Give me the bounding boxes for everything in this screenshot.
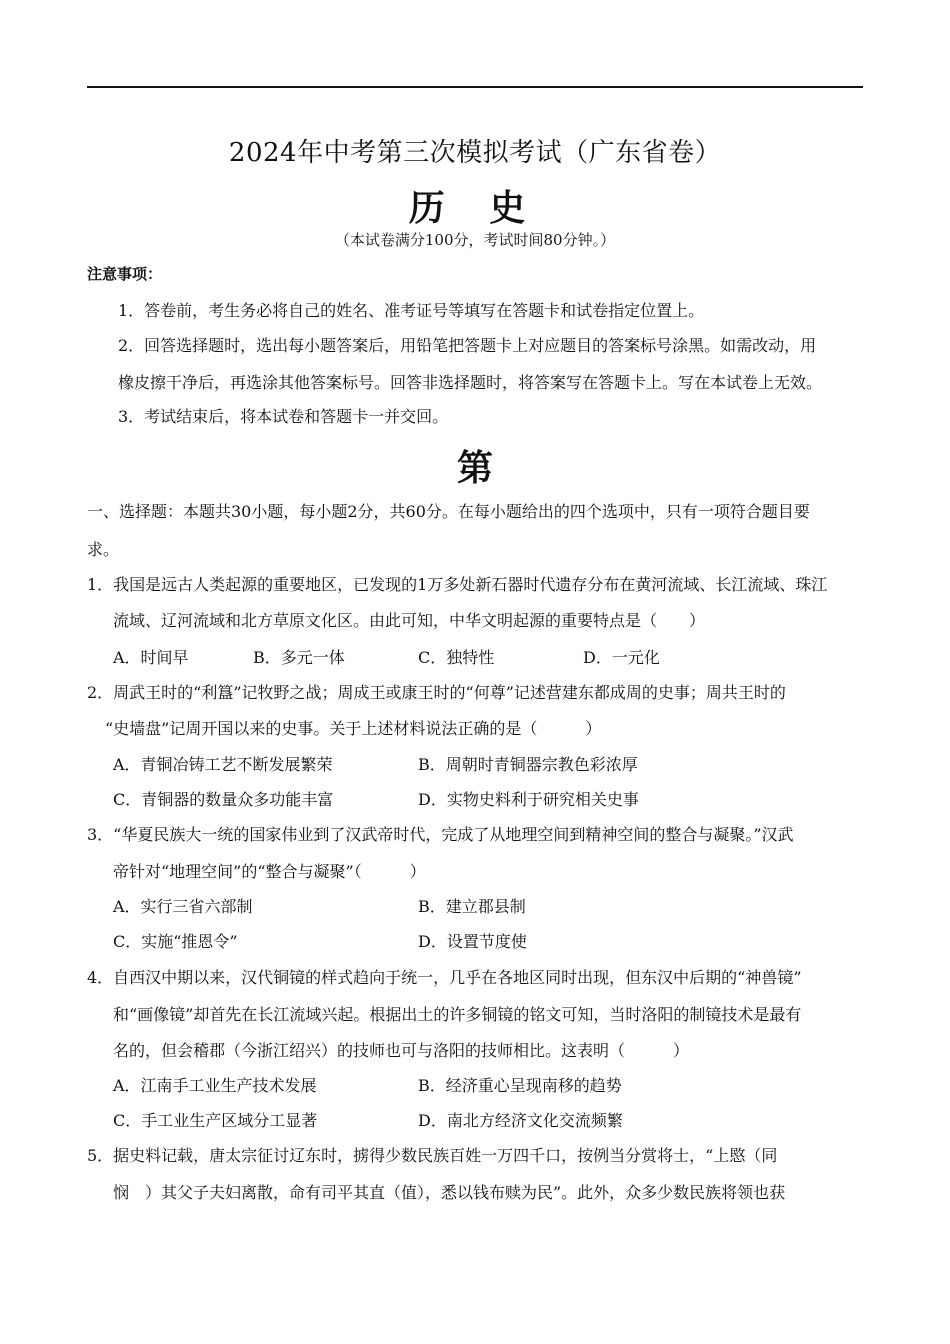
- question-4-option-d: D．南北方经济文化交流频繁: [418, 1111, 623, 1130]
- question-5-stem: 5．据史料记载，唐太宗征讨辽东时，掳得少数民族百姓一万四千口，按例当分赏将士，“上愍（同: [87, 1146, 778, 1165]
- question-1-stem-cont: 流域、辽河流域和北方草原文化区。由此可知，中华文明起源的重要特点是（ ）: [113, 611, 706, 630]
- exam-title: 2024年中考第三次模拟考试（广东省卷）: [228, 138, 722, 168]
- notice-heading: 注意事项：: [87, 265, 163, 283]
- question-1-option-b: B．多元一体: [253, 648, 345, 667]
- question-1-option-a: A．时间早: [113, 648, 189, 667]
- question-5-stem-cont: 悯 ）其父子夫妇离散，命有司平其直（值），悉以钱布赎为民”。此外，众多少数民族将领也获: [113, 1183, 786, 1202]
- question-3-option-d: D．设置节度使: [418, 932, 527, 951]
- question-3-stem: 3．“华夏民族大一统的国家伟业到了汉武帝时代，完成了从地理空间到精神空间的整合与凝聚。”汉武: [87, 825, 794, 844]
- question-2-option-d: D．实物史料利于研究相关史事: [418, 790, 639, 809]
- question-2-stem: 2．周武王时的“利簋”记牧野之战；周成王或康王时的“何尊”记述营建东都成周的史事；周共王时的: [87, 683, 786, 702]
- question-1-option-d: D．一元化: [583, 648, 660, 667]
- exam-meta: （本试卷满分100分，考试时间80分钟。）: [334, 231, 616, 249]
- notice-item-2: 2．回答选择题时，选出每小题答案后，用铅笔把答题卡上对应题目的答案标号涂黑。如需改动，用: [118, 336, 817, 355]
- subject-title: 历 史: [408, 187, 542, 229]
- question-3-option-a: A．实行三省六部制: [113, 897, 253, 916]
- question-1-stem: 1．我国是远古人类起源的重要地区，已发现的1万多处新石器时代遗存分布在黄河流域、长江流域、珠江: [87, 575, 828, 594]
- question-2-option-b: B．周朝时青铜器宗教色彩浓厚: [418, 755, 638, 774]
- notice-item-1: 1．答卷前，考生务必将自己的姓名、准考证号等填写在答题卡和试卷指定位置上。: [118, 301, 705, 320]
- volume-label: 第: [456, 447, 493, 489]
- section-instructions-cont: 求。: [87, 540, 120, 559]
- question-4-stem: 4．自西汉中期以来，汉代铜镜的样式趋向于统一，几乎在各地区同时出现，但东汉中后期的“神兽镜”: [87, 968, 802, 987]
- header-rule: [87, 86, 863, 88]
- question-4-stem-cont-1: 和“画像镜”却首先在长江流域兴起。根据出土的许多铜镜的铭文可知，当时洛阳的制镜技术是最有: [113, 1005, 802, 1024]
- question-3-stem-cont: 帝针对“地理空间”的“整合与凝聚”（ ）: [113, 862, 426, 881]
- question-2-option-c: C．青铜器的数量众多功能丰富: [113, 790, 334, 809]
- question-2-stem-cont: “史墙盘”记周开国以来的史事。关于上述材料说法正确的是（ ）: [105, 719, 602, 738]
- section-instructions: 一、选择题：本题共30小题，每小题2分，共60分。在每小题给出的四个选项中，只有一项符合题目要: [87, 502, 810, 521]
- question-3-option-b: B．建立郡县制: [418, 897, 526, 916]
- question-1-option-c: C．独特性: [418, 648, 495, 667]
- question-4-option-a: A．江南手工业生产技术发展: [113, 1076, 317, 1095]
- question-3-option-c: C．实施“推恩令”: [113, 932, 238, 951]
- notice-item-3: 3．考试结束后，将本试卷和答题卡一并交回。: [118, 407, 449, 426]
- question-4-option-b: B．经济重心呈现南移的趋势: [418, 1076, 622, 1095]
- question-4-option-c: C．手工业生产区域分工显著: [113, 1111, 318, 1130]
- question-4-stem-cont-2: 名的，但会稽郡（今浙江绍兴）的技师也可与洛阳的技师相比。这表明（ ）: [113, 1041, 690, 1060]
- notice-item-2-cont: 橡皮擦干净后，再选涂其他答案标号。回答非选择题时，将答案写在答题卡上。写在本试卷上无效。: [118, 373, 823, 392]
- question-2-option-a: A．青铜冶铸工艺不断发展繁荣: [113, 755, 333, 774]
